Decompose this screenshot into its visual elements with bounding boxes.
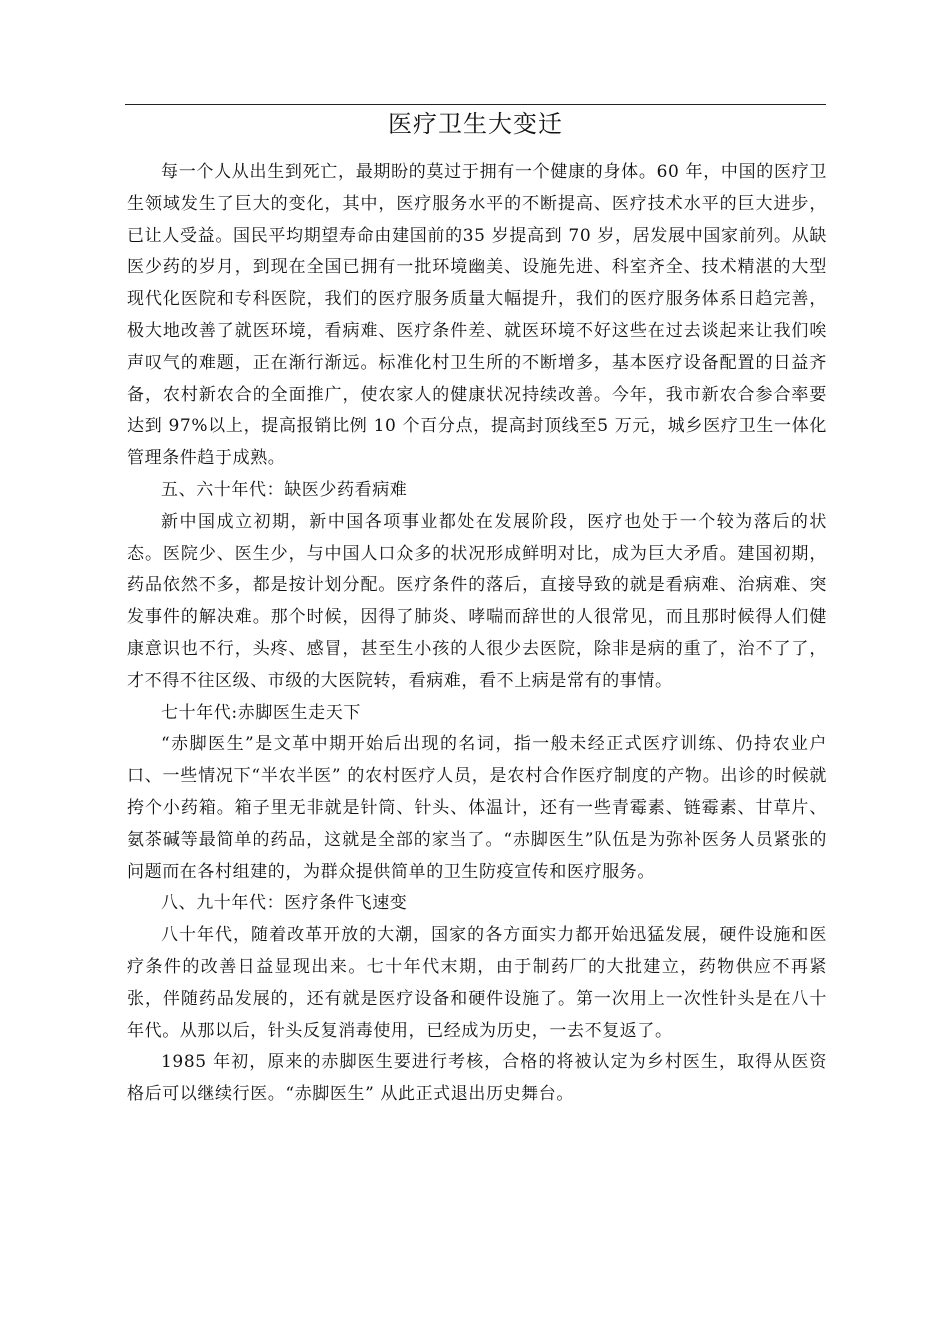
paragraph-80s-90s: 八十年代，随着改革开放的大潮，国家的各方面实力都开始迅猛发展，硬件设施和医疗条件的改善日益显现出来。七十年代末期，由于制药厂的大批建立，药物供应不再紧张，伴随药品发展的，还有就是医疗设备和硬件设施了。第一次用上一次性针头是在八十年代。从那以后，针头反复消毒使用，已经成为历史，一去不复返了。 <box>127 925 827 1041</box>
section-heading-70s: 七十年代:赤脚医生走天下 <box>161 702 361 723</box>
section-heading-80s-90s: 八、九十年代：医疗条件飞速变 <box>161 893 408 914</box>
paragraph-50s-60s: 新中国成立初期，新中国各项事业都处在发展阶段，医疗也处于一个较为落后的状态。医院少、医生少，与中国人口众多的状况形成鲜明对比，成为巨大矛盾。建国初期，药品依然不多，都是按计划分配。医疗条件的落后，直接导致的就是看病难、治病难、突发事件的解决难。那个时候，因得了肺炎、哮喘而辞世的人很常见，而且那时候得人们健康意识也不行，头疼、感冒，甚至生小孩的人很少去医院，除非是病的重了，治不了了，才不得不往区级、市级的大医院转，看病难，看不上病是常有的事情。 <box>127 511 827 691</box>
page-title: 医疗卫生大变迁 <box>388 110 563 138</box>
paragraph-70s: “赤脚医生”是文革中期开始后出现的名词，指一般未经正式医疗训练、仍持农业户口、一些情况下“半农半医” 的农村医疗人员，是农村合作医疗制度的产物。出诊的时候就挎个小药箱。箱子里无非就是针筒、针头、体温计，还有一些青霉素、链霉素、甘草片、氨茶碱等最简单的药品，这就是全部的家当了。“赤脚医生”队伍是为弥补医务人员紧张的问题而在各村组建的，为群众提供简单的卫生防疫宣传和医疗服务。 <box>127 734 827 882</box>
intro-paragraph: 每一个人从出生到死亡，最期盼的莫过于拥有一个健康的身体。60 年，中国的医疗卫生领域发生了巨大的变化，其中，医疗服务水平的不断提高、医疗技术水平的巨大进步，已让人受益。国民平均期望寿命由建国前的35 岁提高到 70 岁，居发展中国家前列。从缺医少药的岁月，到现在全国已拥有一批环境幽美、设施先进、科室齐全、技术精湛的大型现代化医院和专科医院，我们的医疗服务质量大幅提升，我们的医疗服务体系日趋完善，极大地改善了就医环境，看病难、医疗条件差、就医环境不好这些在过去谈起来让我们唉声叹气的难题，正在渐行渐远。标准化村卫生所的不断增多，基本医疗设备配置的日益齐备，农村新农合的全面推广，使农家人的健康状况持续改善。今年，我市新农合参合率要达到 97%以上，提高报销比例 10 个百分点，提高封顶线至5 万元，城乡医疗卫生一体化管理条件趋于成熟。 <box>127 162 827 469</box>
document-body <box>127 157 827 1111</box>
section-heading-50s-60s: 五、六十年代：缺医少药看病难 <box>161 479 408 500</box>
header-rule <box>125 104 826 105</box>
paragraph-1985: 1985 年初，原来的赤脚医生要进行考核，合格的将被认定为乡村医生，取得从医资格后可以继续行医。“赤脚医生” 从此正式退出历史舞台。 <box>127 1052 827 1105</box>
